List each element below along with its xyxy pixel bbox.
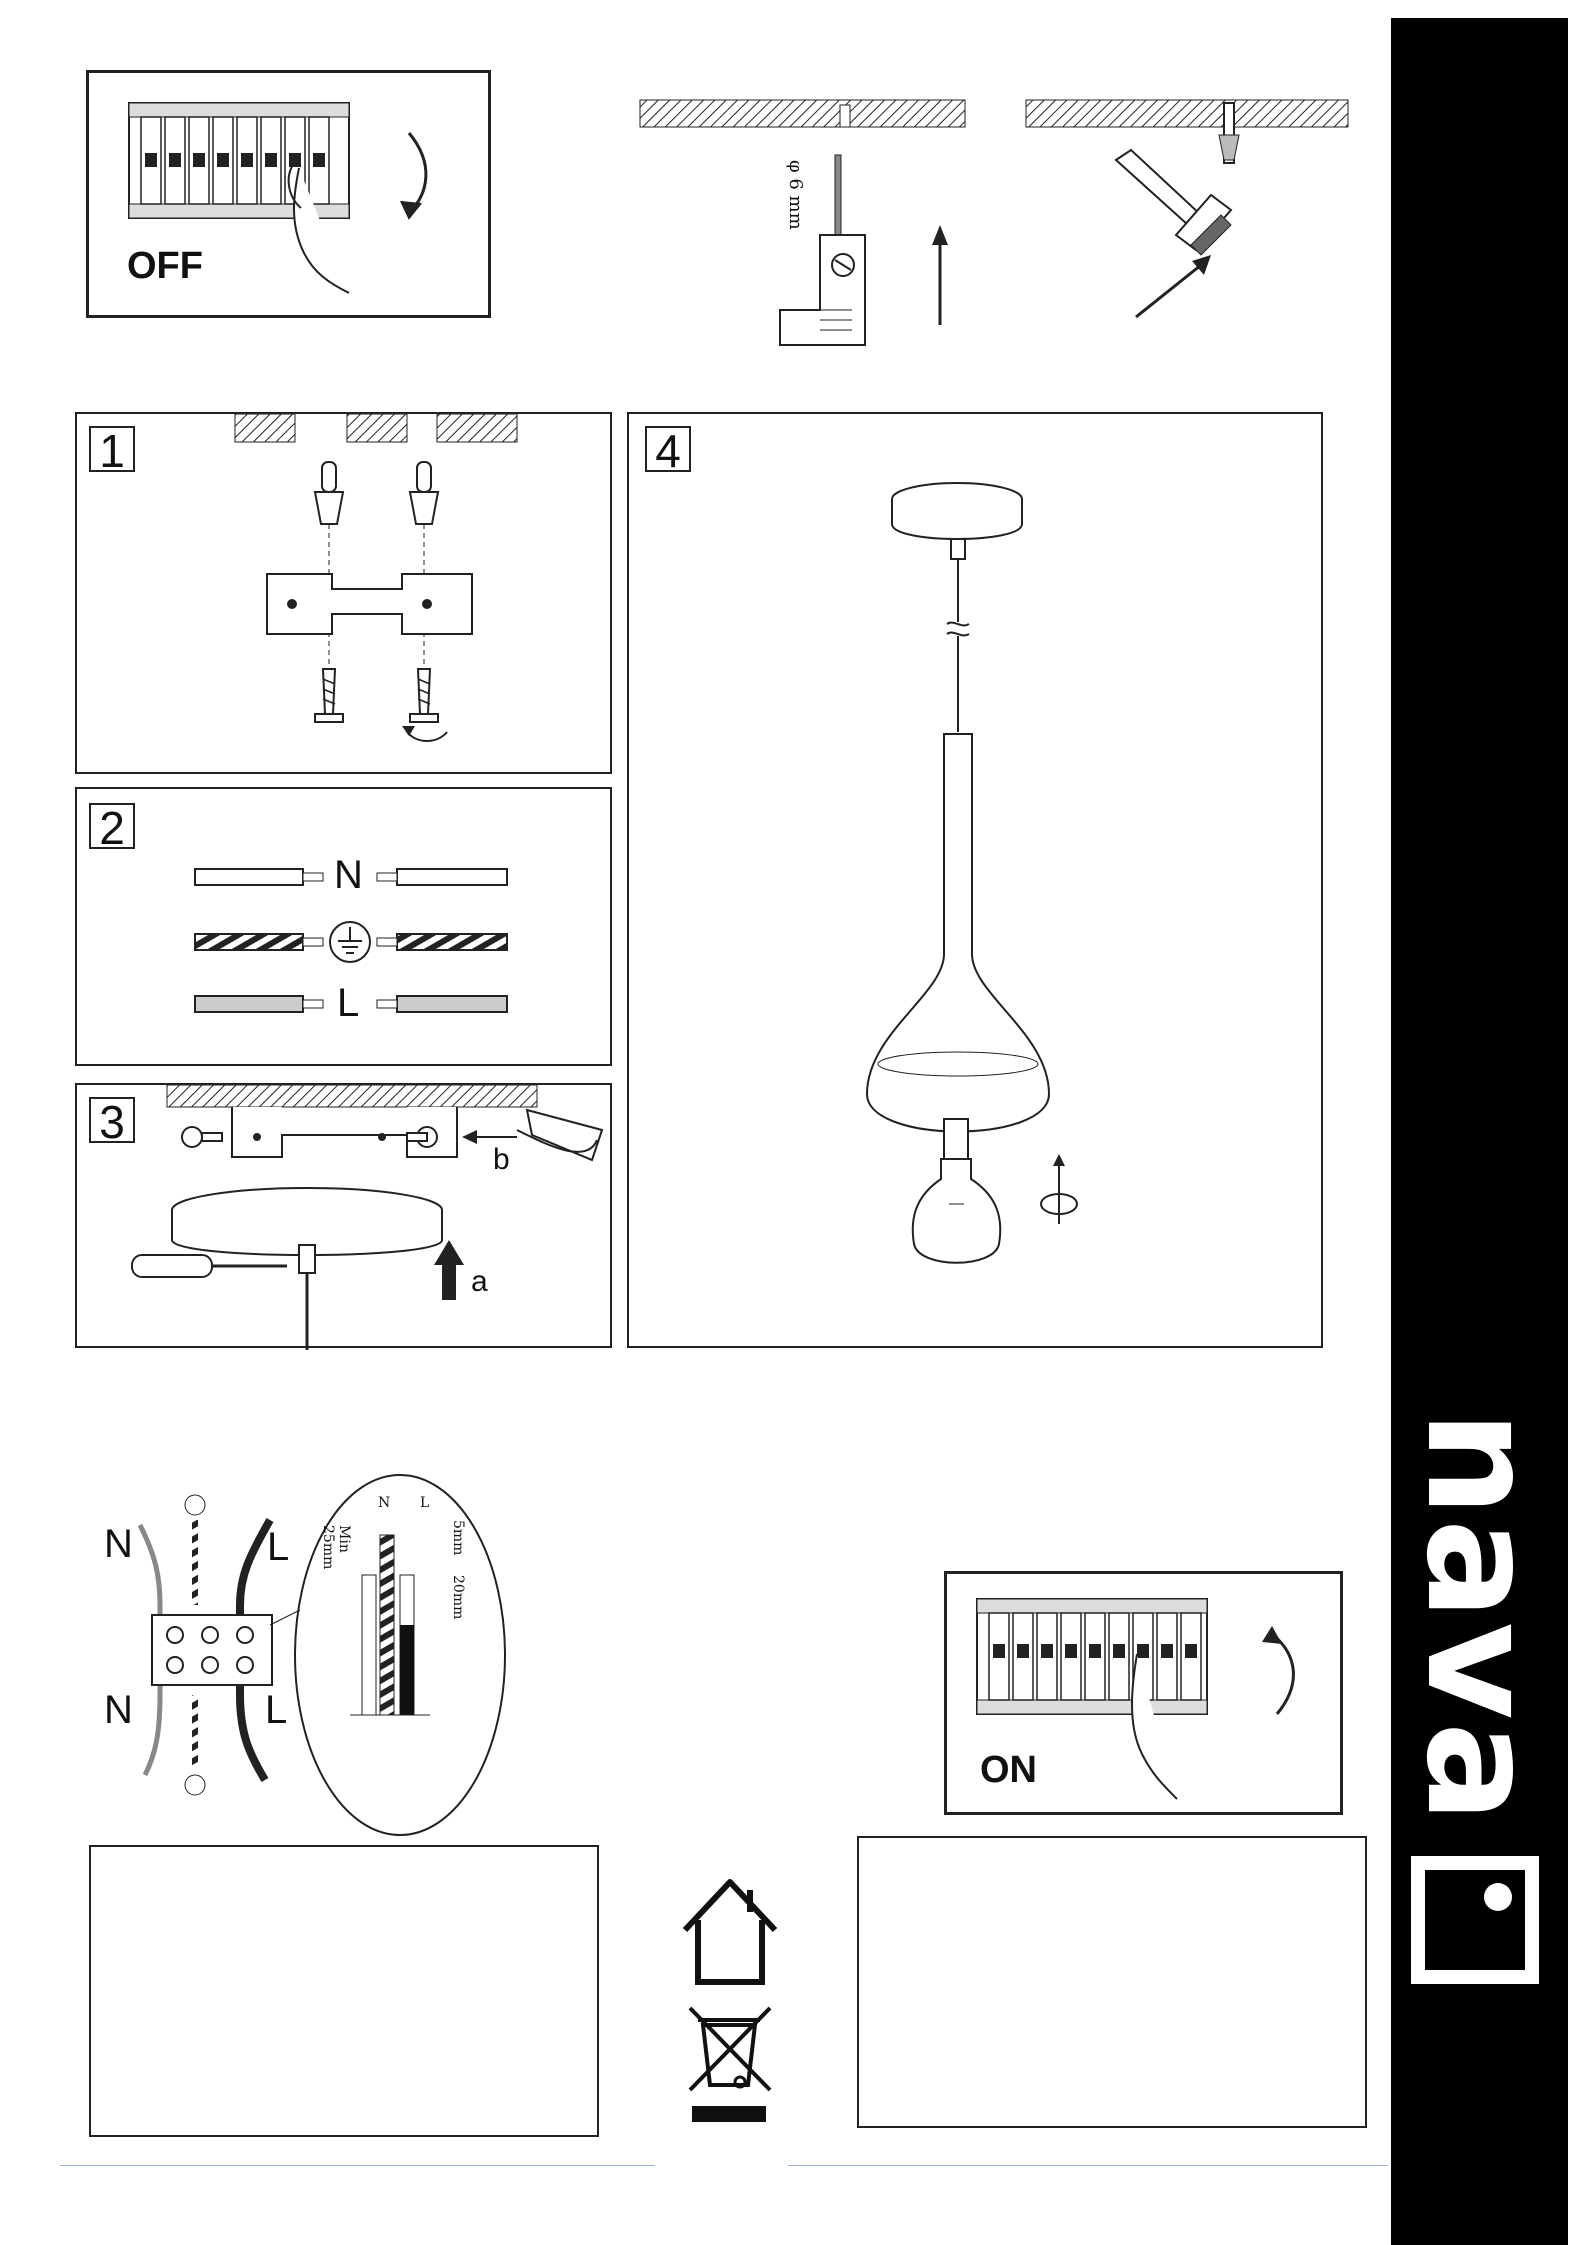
step-2-number: 2 [89, 803, 135, 849]
wiring-l-bottom: L [265, 1688, 288, 1732]
footer-rule-left [60, 2165, 655, 2166]
wire-connection-icon [77, 789, 614, 1068]
step-3-panel [75, 1083, 612, 1348]
step-1-panel [75, 412, 612, 774]
symbol-column [670, 1870, 790, 2130]
brand-name: nava [1393, 1410, 1567, 1826]
footer-rule-right [788, 2165, 1388, 2166]
detail-strip-20: 20mm [450, 1575, 466, 1620]
detail-min: Min [336, 1525, 352, 1553]
detail-n: N [378, 1495, 391, 1511]
step-2-panel [75, 787, 612, 1066]
drill-diameter-label: φ 6 mm [785, 160, 806, 230]
detail-strip-5: 5mm [450, 1520, 466, 1556]
canopy-fixing-icon [77, 1085, 614, 1350]
house-icon [685, 1882, 775, 1982]
info-box-left [89, 1845, 599, 2137]
info-box-right [857, 1836, 1367, 2128]
earth-symbol-icon [330, 922, 370, 962]
on-label: ON [980, 1749, 1037, 1791]
mounting-bracket-screws-icon [77, 414, 614, 776]
light-bulb-icon [913, 1119, 1001, 1263]
step-3-number: 3 [89, 1097, 135, 1143]
wiring-n-top: N [104, 1522, 133, 1566]
detail-min-length: 25mm [320, 1525, 336, 1570]
switch-off-illustration [86, 70, 491, 318]
wiring-l-top: L [267, 1525, 290, 1569]
arrow-b-label: b [493, 1143, 510, 1176]
step-4-number: 4 [645, 426, 691, 472]
wiring-n-bottom: N [104, 1688, 133, 1732]
neutral-label: N [334, 853, 363, 897]
rotate-arrow-icon [1041, 1154, 1077, 1224]
crossed-bin-icon [690, 2008, 770, 2122]
switch-on-illustration [944, 1571, 1343, 1815]
step-1-number: 1 [89, 426, 135, 472]
ceiling-hammer-diagram [1026, 95, 1356, 345]
live-label: L [337, 981, 360, 1025]
pendant-lamp-icon [629, 414, 1325, 1350]
detail-l: L [420, 1495, 430, 1511]
arrow-a-label: a [471, 1265, 488, 1298]
off-label: OFF [127, 245, 203, 287]
step-4-panel [627, 412, 1323, 1348]
ceiling-drill-diagram [640, 95, 980, 355]
brand-square-icon [1410, 1855, 1540, 1985]
